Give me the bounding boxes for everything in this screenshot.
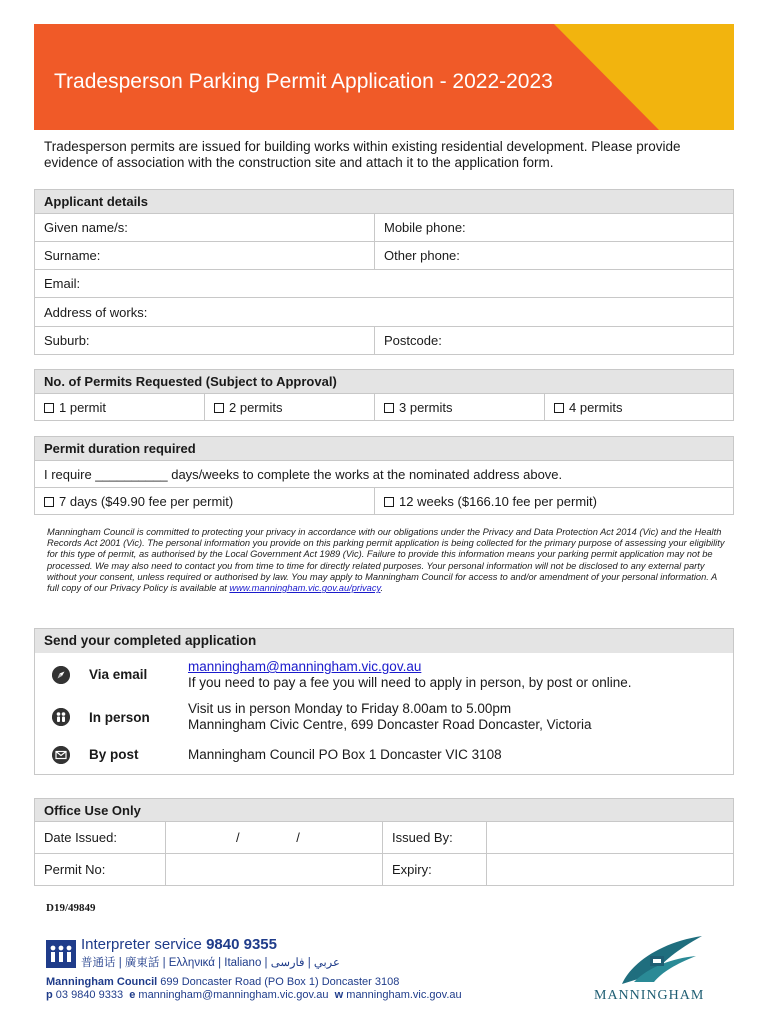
compass-icon (52, 666, 70, 684)
footer-contact: p 03 9840 9333 e manningham@manningham.vic.gov.au w manningham.vic.gov.au (46, 989, 462, 1001)
surname-field[interactable]: Surname: (35, 242, 375, 270)
office-use-header: Office Use Only (35, 799, 734, 822)
document-reference: D19/49849 (46, 902, 96, 914)
interpreter-service: Interpreter service 9840 9355 (81, 936, 277, 953)
permit-duration-table (34, 436, 734, 515)
checkbox[interactable] (44, 497, 54, 507)
permit-option-3[interactable]: 3 permits (375, 394, 545, 421)
page-title: Tradesperson Parking Permit Application - 2022-2023 (54, 70, 553, 93)
interpreter-icon (46, 940, 76, 968)
privacy-statement: Manningham Council is committed to protecting your privacy in accordance with our obligations under the Privacy and Data Protection Act 2014 (Vic) and the Health Records Act 2001 (Vic). The personal information you provide on this parking permit application is being collected for the primary purpose of assessing your eligibility for this type of permit, as authorised by the Local Government Act 1989 (Vic). Failure to provide this information means your parking permit application may not be processed. We may also need to contact you from time to time for directly related purposes. Your personal information will not be disclosed to any external party without your consent, unless required or authorised by law. You may apply to Manningham Council for access to and/or amendment of your personal information. A full copy of our Privacy Policy is available at www.manningham.vic.gov.au/privacy. (47, 527, 725, 594)
footer-phone: 03 9840 9333 (52, 989, 124, 1001)
interpreter-languages: 普通话 | 廣東話 | Ελληνικά | Italiano | عربي | فارسی (81, 957, 340, 969)
email-link[interactable]: manningham@manningham.vic.gov.au (188, 659, 422, 674)
checkbox[interactable] (384, 403, 394, 413)
in-person-hours: Visit us in person Monday to Friday 8.00am to 5.00pm (188, 701, 512, 716)
issued-by-field[interactable] (487, 822, 734, 854)
permits-requested-table (34, 369, 734, 421)
permit-option-4[interactable]: 4 permits (545, 394, 734, 421)
checkbox[interactable] (44, 403, 54, 413)
duration-statement[interactable]: I require __________ days/weeks to complete the works at the nominated address above. (35, 461, 734, 488)
suburb-field[interactable]: Suburb: (35, 327, 375, 355)
expiry-field[interactable] (487, 854, 734, 886)
issued-by-label: Issued By: (383, 822, 487, 854)
checkbox[interactable] (554, 403, 564, 413)
checkbox[interactable] (214, 403, 224, 413)
manningham-logo-text: MANNINGHAM (594, 988, 705, 1003)
permit-no-label: Permit No: (35, 854, 166, 886)
applicant-details-table (34, 189, 734, 355)
applicant-details-header: Applicant details (35, 190, 734, 214)
people-icon (52, 708, 70, 726)
other-phone-field[interactable]: Other phone: (375, 242, 734, 270)
postcode-field[interactable]: Postcode: (375, 327, 734, 355)
office-use-table (34, 798, 734, 886)
footer-address: Manningham Council 699 Doncaster Road (PO Box 1) Doncaster 3108 (46, 976, 400, 988)
duration-option-12-weeks[interactable]: 12 weeks ($166.10 fee per permit) (375, 488, 734, 515)
in-person-label: In person (89, 710, 150, 725)
email-note: If you need to pay a fee you will need to apply in person, by post or online. (188, 675, 632, 690)
address-of-works-field[interactable]: Address of works: (35, 298, 734, 327)
permit-option-1[interactable]: 1 permit (35, 394, 205, 421)
permit-duration-header: Permit duration required (35, 437, 734, 461)
checkbox[interactable] (384, 497, 394, 507)
in-person-address: Manningham Civic Centre, 699 Doncaster Road Doncaster, Victoria (188, 717, 592, 732)
by-post-label: By post (89, 747, 139, 762)
date-issued-label: Date Issued: (35, 822, 166, 854)
email-field[interactable]: Email: (35, 270, 734, 298)
date-issued-field[interactable]: / / (166, 822, 383, 854)
footer-website[interactable]: manningham.vic.gov.au (343, 989, 462, 1001)
given-names-field[interactable]: Given name/s: (35, 214, 375, 242)
expiry-label: Expiry: (383, 854, 487, 886)
footer-email[interactable]: manningham@manningham.vic.gov.au (135, 989, 329, 1001)
privacy-policy-link[interactable]: www.manningham.vic.gov.au/privacy (229, 583, 381, 594)
intro-text: Tradesperson permits are issued for building works within existing residential development. Please provide evidence of association with the construction site and attach it to the application form. (44, 139, 681, 170)
interpreter-number: 9840 9355 (206, 936, 277, 953)
duration-option-7-days[interactable]: 7 days ($49.90 fee per permit) (35, 488, 375, 515)
title-banner (34, 24, 734, 130)
permit-option-2[interactable]: 2 permits (205, 394, 375, 421)
envelope-icon (52, 746, 70, 764)
mobile-phone-field[interactable]: Mobile phone: (375, 214, 734, 242)
post-address: Manningham Council PO Box 1 Doncaster VIC 3108 (188, 747, 502, 762)
permit-no-field[interactable] (166, 854, 383, 886)
send-application-section (34, 628, 734, 775)
send-application-header: Send your completed application (35, 629, 733, 653)
via-email-label: Via email (89, 667, 148, 682)
send-by-post-row (35, 737, 733, 775)
permits-requested-header: No. of Permits Requested (Subject to Approval) (35, 370, 734, 394)
send-in-person-row (35, 697, 733, 737)
send-via-email-row (35, 653, 733, 697)
